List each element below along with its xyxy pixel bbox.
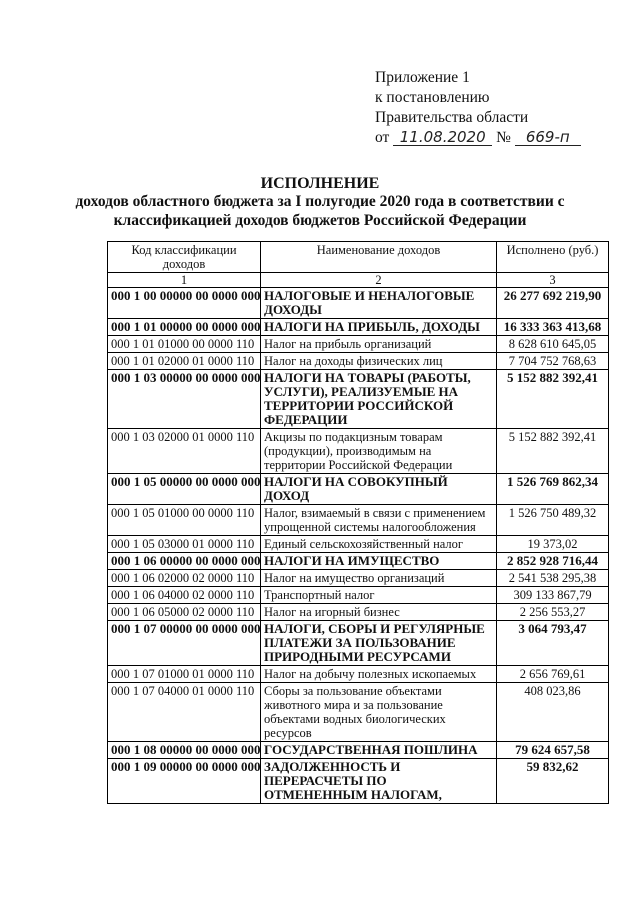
name-cell: Налог на имущество организаций — [261, 570, 497, 587]
table-header-row — [108, 242, 609, 273]
amount-cell: 2 256 553,27 — [497, 604, 609, 621]
header-amount: Исполнено (руб.) — [497, 242, 609, 273]
code-cell: 000 1 07 00000 00 0000 000 — [108, 621, 261, 666]
code-cell: 000 1 06 02000 02 0000 110 — [108, 570, 261, 587]
amount-cell: 19 373,02 — [497, 536, 609, 553]
amount-cell: 5 152 882 392,41 — [497, 429, 609, 474]
table-row — [108, 319, 609, 336]
table-row — [108, 429, 609, 474]
column-number-row — [108, 273, 609, 288]
table-row — [108, 570, 609, 587]
code-cell: 000 1 00 00000 00 0000 000 — [108, 288, 261, 319]
table-row — [108, 666, 609, 683]
amount-cell: 8 628 610 645,05 — [497, 336, 609, 353]
header-name: Наименование доходов — [261, 242, 497, 273]
table-row — [108, 474, 609, 505]
code-cell: 000 1 03 02000 01 0000 110 — [108, 429, 261, 474]
column-number-3: 3 — [497, 273, 609, 288]
table-row — [108, 505, 609, 536]
amount-cell: 2 852 928 716,44 — [497, 553, 609, 570]
name-cell: НАЛОГИ НА ПРИБЫЛЬ, ДОХОДЫ — [261, 319, 497, 336]
name-cell: Сборы за пользование объектами животного мира и за пользование объектами водных биологических ресурсов — [261, 683, 497, 742]
table-row — [108, 742, 609, 759]
name-cell: ГОСУДАРСТВЕННАЯ ПОШЛИНА — [261, 742, 497, 759]
code-cell: 000 1 06 04000 02 0000 110 — [108, 587, 261, 604]
name-cell: Транспортный налог — [261, 587, 497, 604]
appendix-line-3: Правительства области — [375, 109, 529, 126]
document-title: ИСПОЛНЕНИЕ — [260, 175, 380, 192]
handwritten-date: 11.08.2020 — [393, 130, 492, 146]
amount-cell: 5 152 882 392,41 — [497, 370, 609, 429]
name-cell: ЗАДОЛЖЕННОСТЬ И ПЕРЕРАСЧЕТЫ ПО ОТМЕНЕННЫМ НАЛОГАМ, — [261, 759, 497, 804]
appendix-date-line — [375, 128, 581, 148]
number-prefix: № — [496, 129, 511, 146]
amount-cell: 79 624 657,58 — [497, 742, 609, 759]
table-row — [108, 370, 609, 429]
amount-cell: 408 023,86 — [497, 683, 609, 742]
amount-cell: 1 526 750 489,32 — [497, 505, 609, 536]
name-cell: Налог на игорный бизнес — [261, 604, 497, 621]
name-cell: Налог, взимаемый в связи с применением упрощенной системы налогообложения — [261, 505, 497, 536]
table-row — [108, 553, 609, 570]
code-cell: 000 1 01 02000 01 0000 110 — [108, 353, 261, 370]
code-cell: 000 1 01 01000 00 0000 110 — [108, 336, 261, 353]
amount-cell: 26 277 692 219,90 — [497, 288, 609, 319]
appendix-line-1: Приложение 1 — [375, 69, 470, 86]
appendix-block — [375, 68, 581, 148]
name-cell: Акцизы по подакцизным товарам (продукции), производимым на территории Российской Федерации — [261, 429, 497, 474]
document-subtitle-line-1: доходов областного бюджета за I полугодие 2020 года в соответствии с — [75, 193, 565, 210]
amount-cell: 2 656 769,61 — [497, 666, 609, 683]
code-cell: 000 1 06 00000 00 0000 000 — [108, 553, 261, 570]
table-row — [108, 336, 609, 353]
name-cell: НАЛОГОВЫЕ И НЕНАЛОГОВЫЕ ДОХОДЫ — [261, 288, 497, 319]
name-cell: Единый сельскохозяйственный налог — [261, 536, 497, 553]
amount-cell: 7 704 752 768,63 — [497, 353, 609, 370]
table-row — [108, 683, 609, 742]
code-cell: 000 1 01 00000 00 0000 000 — [108, 319, 261, 336]
revenue-table — [107, 241, 609, 804]
document-subtitle-line-2: классификацией доходов бюджетов Российской Федерации — [113, 212, 527, 229]
code-cell: 000 1 05 01000 00 0000 110 — [108, 505, 261, 536]
name-cell: НАЛОГИ НА СОВОКУПНЫЙ ДОХОД — [261, 474, 497, 505]
handwritten-number: 669-п — [515, 130, 581, 146]
code-cell: 000 1 09 00000 00 0000 000 — [108, 759, 261, 804]
code-cell: 000 1 06 05000 02 0000 110 — [108, 604, 261, 621]
table-row — [108, 288, 609, 319]
column-number-1: 1 — [108, 273, 261, 288]
table-row — [108, 604, 609, 621]
appendix-line-2: к постановлению — [375, 89, 490, 106]
amount-cell: 16 333 363 413,68 — [497, 319, 609, 336]
name-cell: НАЛОГИ НА ТОВАРЫ (РАБОТЫ, УСЛУГИ), РЕАЛИЗУЕМЫЕ НА ТЕРРИТОРИИ РОССИЙСКОЙ ФЕДЕРАЦИИ — [261, 370, 497, 429]
code-cell: 000 1 05 00000 00 0000 000 — [108, 474, 261, 505]
amount-cell: 1 526 769 862,34 — [497, 474, 609, 505]
date-prefix: от — [375, 129, 390, 146]
name-cell: НАЛОГИ, СБОРЫ И РЕГУЛЯРНЫЕ ПЛАТЕЖИ ЗА ПОЛЬЗОВАНИЕ ПРИРОДНЫМИ РЕСУРСАМИ — [261, 621, 497, 666]
code-cell: 000 1 08 00000 00 0000 000 — [108, 742, 261, 759]
amount-cell: 309 133 867,79 — [497, 587, 609, 604]
header-code: Код классификации доходов — [108, 242, 261, 273]
name-cell: Налог на доходы физических лиц — [261, 353, 497, 370]
table-row — [108, 536, 609, 553]
table-row — [108, 759, 609, 804]
code-cell: 000 1 07 04000 01 0000 110 — [108, 683, 261, 742]
amount-cell: 3 064 793,47 — [497, 621, 609, 666]
code-cell: 000 1 03 00000 00 0000 000 — [108, 370, 261, 429]
amount-cell: 59 832,62 — [497, 759, 609, 804]
column-number-2: 2 — [261, 273, 497, 288]
table-row — [108, 353, 609, 370]
name-cell: Налог на прибыль организаций — [261, 336, 497, 353]
amount-cell: 2 541 538 295,38 — [497, 570, 609, 587]
table-row — [108, 621, 609, 666]
table-row — [108, 587, 609, 604]
name-cell: Налог на добычу полезных ископаемых — [261, 666, 497, 683]
code-cell: 000 1 07 01000 01 0000 110 — [108, 666, 261, 683]
code-cell: 000 1 05 03000 01 0000 110 — [108, 536, 261, 553]
name-cell: НАЛОГИ НА ИМУЩЕСТВО — [261, 553, 497, 570]
